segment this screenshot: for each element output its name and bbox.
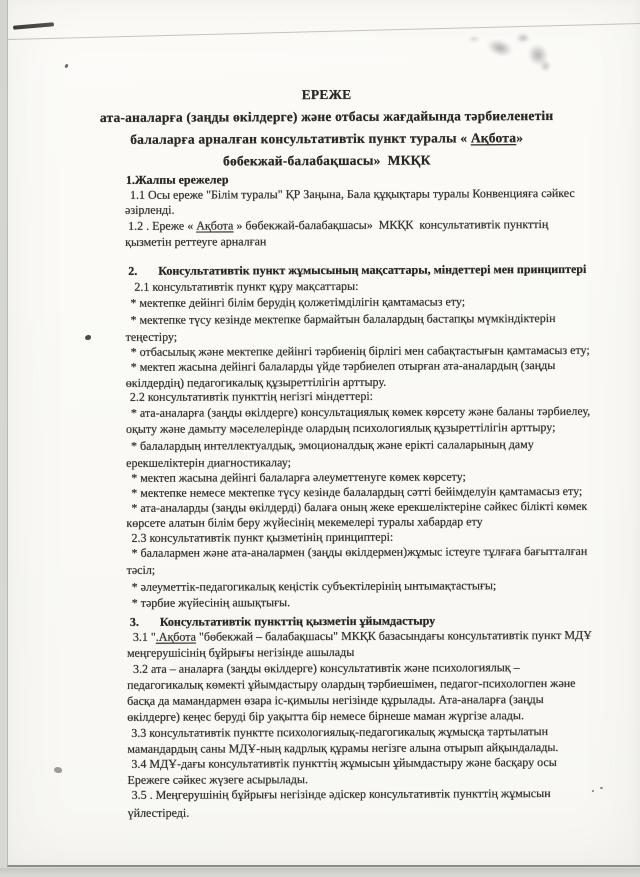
text-segment: ерекшеліктерін диагностикалау; bbox=[126, 455, 291, 470]
text-segment: өкілдерге) кеңес беруді бір уақытта бір немесе бірнеше маман жүргізе алады. bbox=[127, 708, 524, 724]
text-segment: * балалармен және ата-аналармен (заңды өкілдермен)жұмыс істеуге тұлғаға бағытталған bbox=[131, 543, 588, 560]
text-line bbox=[131, 544, 587, 560]
text-line bbox=[127, 708, 524, 724]
text-line bbox=[126, 330, 178, 344]
text-line bbox=[132, 578, 497, 594]
text-segment: 3.1 " bbox=[132, 629, 156, 644]
text-segment: тәсіл; bbox=[126, 562, 156, 577]
text-segment: * ата-аналарды (заңды өкілдерді) балаға оның жеке ерекшеліктеріне сәйкес білікті көмек bbox=[131, 498, 588, 515]
text-line bbox=[126, 420, 556, 436]
text-line bbox=[126, 514, 482, 530]
text-segment: * балалардың интеллектуалдық, эмоционалдық және ерікті салаларының даму bbox=[131, 437, 534, 453]
underlined-text: .Ақбота bbox=[155, 629, 196, 644]
underlined-text: Ақбота bbox=[196, 218, 234, 233]
text-segment: * әлеуметтік-педагогикалық кеңістік субъектілерінің ынтымақтастығы; bbox=[131, 578, 497, 594]
text-segment: 2.2 консультативтік пункттің негізгі міндеттері: bbox=[129, 388, 374, 404]
text-line bbox=[125, 234, 266, 249]
text-segment: 2. Консультативтік пункт жұмысының мақсаттары, міндеттері мен принциптері bbox=[128, 261, 587, 278]
text-segment: "бөбекжай – балабақшасы" МКҚК базасындағы консультативтік пункт МДҰ bbox=[195, 627, 592, 644]
text-segment: педагогикалық көмекті ұйымдастыру олардың тәрбиешімен, педагог-психологпен және bbox=[127, 675, 576, 692]
section-heading-line bbox=[126, 172, 229, 186]
text-line bbox=[125, 203, 174, 217]
text-segment: * мектеп жасына дейінгі балаларға әлеуметтенуге көмек көрсету; bbox=[131, 469, 466, 485]
text-segment: көрсете алатын білім беру жүйесінің мекемелері туралы хабардар ету bbox=[126, 514, 483, 530]
text-line bbox=[131, 404, 590, 420]
text-segment: 1.2 . Ереже « bbox=[128, 218, 197, 233]
text-line bbox=[134, 279, 358, 294]
text-segment: » бөбекжай-балабақшасы» МКҚК консультативтік пункттің bbox=[233, 217, 549, 233]
text-segment: 3.2 ата – аналарға (заңды өкілдерге) консультативтік және психологиялық – bbox=[132, 660, 520, 676]
text-segment: * тәрбие жүйесінің ашықтығы. bbox=[131, 595, 291, 610]
text-line bbox=[127, 563, 156, 577]
text-segment: 3. Консультативтік пункттің қызметін ұйымдастыру bbox=[129, 613, 436, 629]
title-line bbox=[58, 87, 594, 103]
section-heading-line bbox=[130, 613, 435, 628]
text-segment: теңестіру; bbox=[125, 329, 178, 344]
text-line bbox=[131, 469, 466, 484]
text-segment: 1.1 Осы ереже "Білім туралы" ҚР Заңына, Бала құқықтары туралы Конвенцияға сәйкес bbox=[129, 185, 575, 202]
text-line bbox=[126, 455, 291, 470]
text-line bbox=[132, 595, 290, 610]
text-segment: 1.Жалпы ережелер bbox=[125, 172, 229, 187]
text-segment: ата-аналарға (заңды өкілдерге) және отбасы жағдайында тәрбиеленетін bbox=[99, 107, 554, 125]
text-line bbox=[127, 676, 575, 692]
text-segment: * ата-аналарға (заңды өкілдерге) консультациялық көмек көрсету және баланы тәрбиелеу, bbox=[130, 403, 591, 420]
text-segment: 3.5 . Меңгерушінің бұйрығы негізінде әдіскер консультативтік пункттің жұмысын bbox=[131, 785, 551, 802]
text-line bbox=[130, 186, 575, 202]
text-line bbox=[131, 437, 534, 453]
text-line bbox=[130, 389, 373, 404]
text-line bbox=[131, 755, 556, 771]
text-line bbox=[128, 806, 190, 820]
title-line bbox=[59, 109, 595, 125]
text-line bbox=[130, 294, 465, 309]
text-line bbox=[133, 628, 592, 644]
text-segment: » bbox=[516, 130, 524, 146]
text-line bbox=[127, 740, 558, 756]
text-line bbox=[131, 358, 556, 374]
text-segment: 2.1 консультативтік пункт құру мақсаттары: bbox=[134, 278, 359, 294]
text-segment: қызметін реттеуге арналған bbox=[125, 234, 267, 249]
text-segment: 3.4 МДҰ-дағы консультативтік пункттің жұмысын ұйымдастыру және басқару осы bbox=[131, 754, 557, 771]
underlined-text: Ақбота bbox=[470, 130, 517, 146]
text-line bbox=[131, 484, 582, 500]
text-line bbox=[130, 311, 555, 327]
text-line bbox=[128, 217, 548, 233]
text-segment: * отбасылық және мектепке дейінгі тәрбиенің бірлігі мен сабақтастығын қамтамасыз ету; bbox=[130, 342, 590, 359]
text-segment: Ережеге сәйкес жүзеге асырылады. bbox=[127, 772, 308, 787]
text-segment: басқа да мамандармен өзара іс-қимылы негізінде құрылады. Ата-аналарға (заңды bbox=[127, 692, 544, 708]
text-line bbox=[131, 343, 590, 359]
text-segment: 3.3 консультативтік пунктте психологиялық-педагогикалық жұмысқа тартылатын bbox=[131, 724, 549, 740]
text-segment: 2.3 консультативтік пункт қызметінің принциптері: bbox=[131, 529, 394, 545]
text-segment: үйлестіреді. bbox=[127, 805, 190, 820]
text-segment: бөбекжай-балабақшасы» МКҚК bbox=[222, 152, 431, 169]
section-heading-line bbox=[128, 262, 586, 278]
text-segment: өкілдердің) педагогикалық құзыреттілігін арттыру. bbox=[125, 374, 387, 390]
text-segment: ЕРЕЖЕ bbox=[301, 86, 352, 103]
text-line bbox=[131, 530, 393, 545]
text-segment: * мектеп жасына дейінгі балаларды үйде тәрбиелеп отырған ата-аналардың (заңды bbox=[130, 357, 556, 374]
text-line bbox=[126, 375, 386, 390]
text-segment: * мектепке түсу кезінде мектепке бармайтын балалардың бастапқы мүмкіндіктерін bbox=[130, 310, 556, 327]
text-segment: меңгерушісінің бұйрығы негізінде ашылады bbox=[126, 644, 355, 660]
text-segment: балаларға арналған консультативтік пункт туралы « bbox=[130, 130, 471, 147]
page-bottom-edge bbox=[0, 868, 640, 876]
title-line bbox=[59, 153, 595, 169]
text-segment: әзірленді. bbox=[124, 202, 175, 217]
text-line bbox=[131, 499, 587, 515]
text-line bbox=[127, 772, 308, 787]
title-line bbox=[59, 131, 595, 147]
text-line bbox=[127, 645, 354, 660]
text-line bbox=[131, 724, 548, 740]
text-line bbox=[132, 786, 551, 802]
text-line bbox=[133, 660, 520, 676]
text-segment: * мектепке немесе мектепке түсу кезінде балалардың сәтті бейімделуін қамтамасыз ету; bbox=[131, 483, 583, 500]
text-segment: * мектепке дейінгі білім берудің қолжетімділігін қамтамасыз ету; bbox=[130, 294, 466, 310]
text-segment: мамандардың саны МДҰ-ның кадрлық құрамы негізге алына отырып айқындалады. bbox=[127, 739, 559, 756]
text-line bbox=[127, 692, 544, 708]
text-segment: оқыту және дамыту мәселелерінде олардың психологиялық құзыреттілігін арттыру; bbox=[125, 419, 556, 436]
